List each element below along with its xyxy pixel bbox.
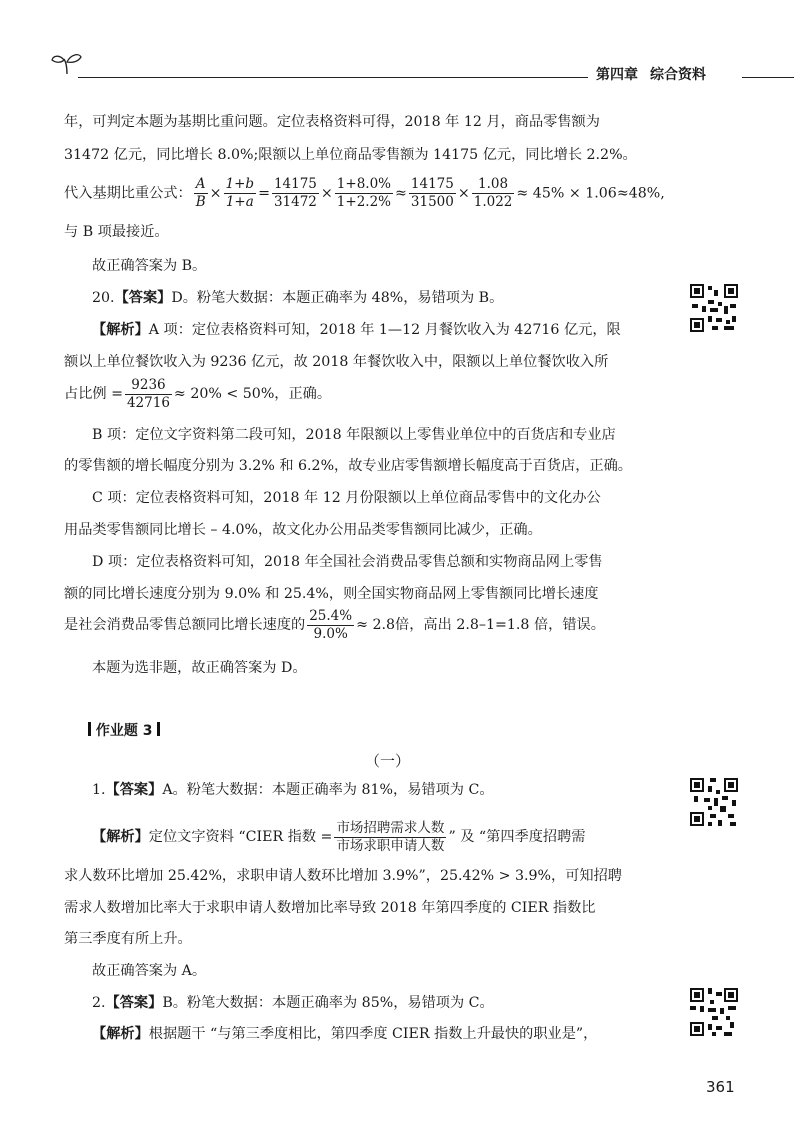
answer-tag: 【答案】 bbox=[114, 290, 172, 306]
q1-analysis-2: 求人数环比增加 25.42%，求职申请人数环比增加 3.9%”，25.42% > 3.9%，可知招聘 bbox=[64, 868, 622, 884]
q19-formula bbox=[64, 176, 665, 211]
qr-code-icon bbox=[688, 986, 740, 1038]
fraction-growth: $\frac{1+b}{1+a}$ bbox=[225, 176, 255, 210]
q20-analysis-d2: 额的同比增长速度分别为 9.0% 和 25.4%，则全国实物商品网上零售额同比增长速度 bbox=[64, 586, 599, 602]
question-number: 1. bbox=[92, 782, 106, 798]
analysis-tag: 【解析】 bbox=[92, 322, 149, 338]
times-sign: × bbox=[320, 185, 333, 202]
q20-answer-line bbox=[92, 288, 503, 308]
qr-code[interactable] bbox=[688, 282, 740, 334]
q20-analysis-c2: 用品类零售额同比增长 – 4.0%，故文化办公用品类零售额同比减少，正确。 bbox=[64, 522, 542, 538]
q20-conclusion: 本题为选非题，故正确答案为 D。 bbox=[92, 660, 307, 676]
fraction-growth-values: $\frac{1+8.0\%}{1+2.2\%}$ bbox=[336, 176, 391, 210]
equals-sign: = bbox=[258, 185, 270, 202]
fraction-a-over-b: $\frac{A}{B}$ bbox=[195, 176, 206, 210]
formula-label: 代入基期比重公式： bbox=[64, 185, 192, 202]
q20-analysis-a2: 额以上单位餐饮收入为 9236 亿元，故 2018 年餐饮收入中，限额以上单位餐饮收入所 bbox=[64, 354, 609, 370]
approx-sign: ≈ bbox=[395, 185, 407, 202]
analysis-tag: 【解析】 bbox=[92, 1026, 149, 1042]
ratio-label: 占比例 = bbox=[64, 386, 123, 402]
subsection-heading: （一） bbox=[365, 752, 411, 770]
chapter-title bbox=[596, 64, 706, 84]
ratio-result: ≈ 20% < 50%，正确。 bbox=[173, 386, 332, 402]
times-sign: × bbox=[209, 185, 222, 202]
answer-tag: 【答案】 bbox=[105, 782, 163, 798]
q20-analysis-d1: D 项：定位表格资料可知，2018 年全国社会消费品零售总额和实物商品网上零售 bbox=[92, 554, 603, 570]
ratio-label: 是社会消费品零售总额同比增长速度的 bbox=[64, 617, 306, 633]
fraction-14175-31500: $\frac{14175}{31500}$ bbox=[410, 176, 454, 210]
question-number: 2. bbox=[92, 995, 106, 1011]
q19-line-1: 年，可判定本题为基期比重问题。定位表格资料可得，2018 年 12 月，商品零售额为 bbox=[64, 114, 600, 130]
answer-text: B。粉笔大数据：本题正确率为 85%，易错项为 C。 bbox=[162, 995, 494, 1011]
q1-answer: 故正确答案为 A。 bbox=[92, 963, 207, 979]
qr-code-icon bbox=[688, 776, 740, 828]
q19-line-2: 31472 亿元，同比增长 8.0%;限额以上单位商品零售额为 14175 亿元，同比增长 2.2%。 bbox=[64, 147, 637, 163]
q1-analysis-3: 需求人数增加比率大于求职申请人数增加比率导致 2018 年第四季度的 CIER 指数比 bbox=[64, 900, 596, 916]
q2-answer-line bbox=[92, 993, 494, 1013]
times-sign: × bbox=[457, 185, 470, 202]
q20-analysis-d3 bbox=[64, 606, 605, 644]
analysis-text: 定位文字资料 “CIER 指数 = bbox=[148, 829, 333, 845]
q20-analysis-b2: 的零售额的增长幅度分别为 3.2% 和 6.2%，故专业店零售额增长幅度高于百货店，正确。 bbox=[64, 458, 632, 474]
qr-code-icon bbox=[688, 282, 740, 334]
formula-result: ≈ 45% × 1.06≈48%, bbox=[516, 185, 665, 202]
section-title: 作业题 3 bbox=[95, 723, 153, 739]
q2-analysis-1 bbox=[92, 1024, 597, 1044]
fraction-9236-42716: $\frac{9236}{42716}$ bbox=[126, 376, 170, 411]
ratio-result: ≈ 2.8倍，高出 2.8–1=1.8 倍，错误。 bbox=[356, 617, 605, 633]
page-header bbox=[0, 0, 800, 90]
answer-tag: 【答案】 bbox=[105, 995, 163, 1011]
q20-analysis-c1: C 项：定位表格资料可知，2018 年 12 月份限额以上单位商品零售中的文化办公 bbox=[92, 490, 601, 506]
qr-code[interactable] bbox=[688, 776, 740, 828]
header-rule-right bbox=[742, 77, 794, 78]
fraction-254-90: $\frac{25.4\%}{9.0\%}$ bbox=[309, 607, 353, 642]
header-rule-left bbox=[78, 77, 588, 78]
chapter-number: 第四章 bbox=[596, 67, 638, 83]
q19-line-4: 与 B 项最接近。 bbox=[64, 224, 169, 240]
answer-text: A。粉笔大数据：本题正确率为 81%，易错项为 C。 bbox=[162, 782, 494, 798]
question-number: 20. bbox=[92, 290, 115, 306]
page-number: 361 bbox=[706, 1078, 735, 1096]
answer-text: D。粉笔大数据：本题正确率为 48%，易错项为 B。 bbox=[171, 290, 504, 306]
fraction-cier: $\frac{\text{市场招聘需求人数}}{\text{市场求职申请人数}}$ bbox=[336, 819, 445, 854]
section-heading bbox=[88, 720, 160, 740]
fraction-14175-31472: $\frac{14175}{31472}$ bbox=[273, 176, 317, 210]
analysis-tag: 【解析】 bbox=[92, 829, 149, 845]
q20-analysis-a1 bbox=[92, 320, 621, 340]
analysis-text: 根据题干 “与第三季度相比，第四季度 CIER 指数上升最快的职业是”， bbox=[148, 1026, 598, 1042]
q1-analysis-4: 第三季度有所上升。 bbox=[64, 931, 192, 947]
q1-analysis-1 bbox=[92, 818, 585, 856]
q19-answer: 故正确答案为 B。 bbox=[92, 258, 207, 274]
q20-analysis-a3 bbox=[64, 376, 331, 412]
section-bar-right bbox=[157, 722, 160, 736]
sprout-icon bbox=[50, 50, 84, 76]
q1-answer-line bbox=[92, 780, 494, 800]
fraction-108-1022: $\frac{1.08}{1.022}$ bbox=[473, 176, 513, 210]
chapter-name: 综合资料 bbox=[650, 67, 706, 83]
section-bar-left bbox=[88, 722, 91, 736]
analysis-text: A 项：定位表格资料可知，2018 年 1—12 月餐饮收入为 42716 亿元，限 bbox=[148, 322, 621, 338]
q20-analysis-b1: B 项：定位文字资料第二段可知，2018 年限额以上零售业单位中的百货店和专业店 bbox=[92, 427, 616, 443]
qr-code[interactable] bbox=[688, 986, 740, 1038]
analysis-text: ” 及 “第四季度招聘需 bbox=[448, 829, 586, 845]
